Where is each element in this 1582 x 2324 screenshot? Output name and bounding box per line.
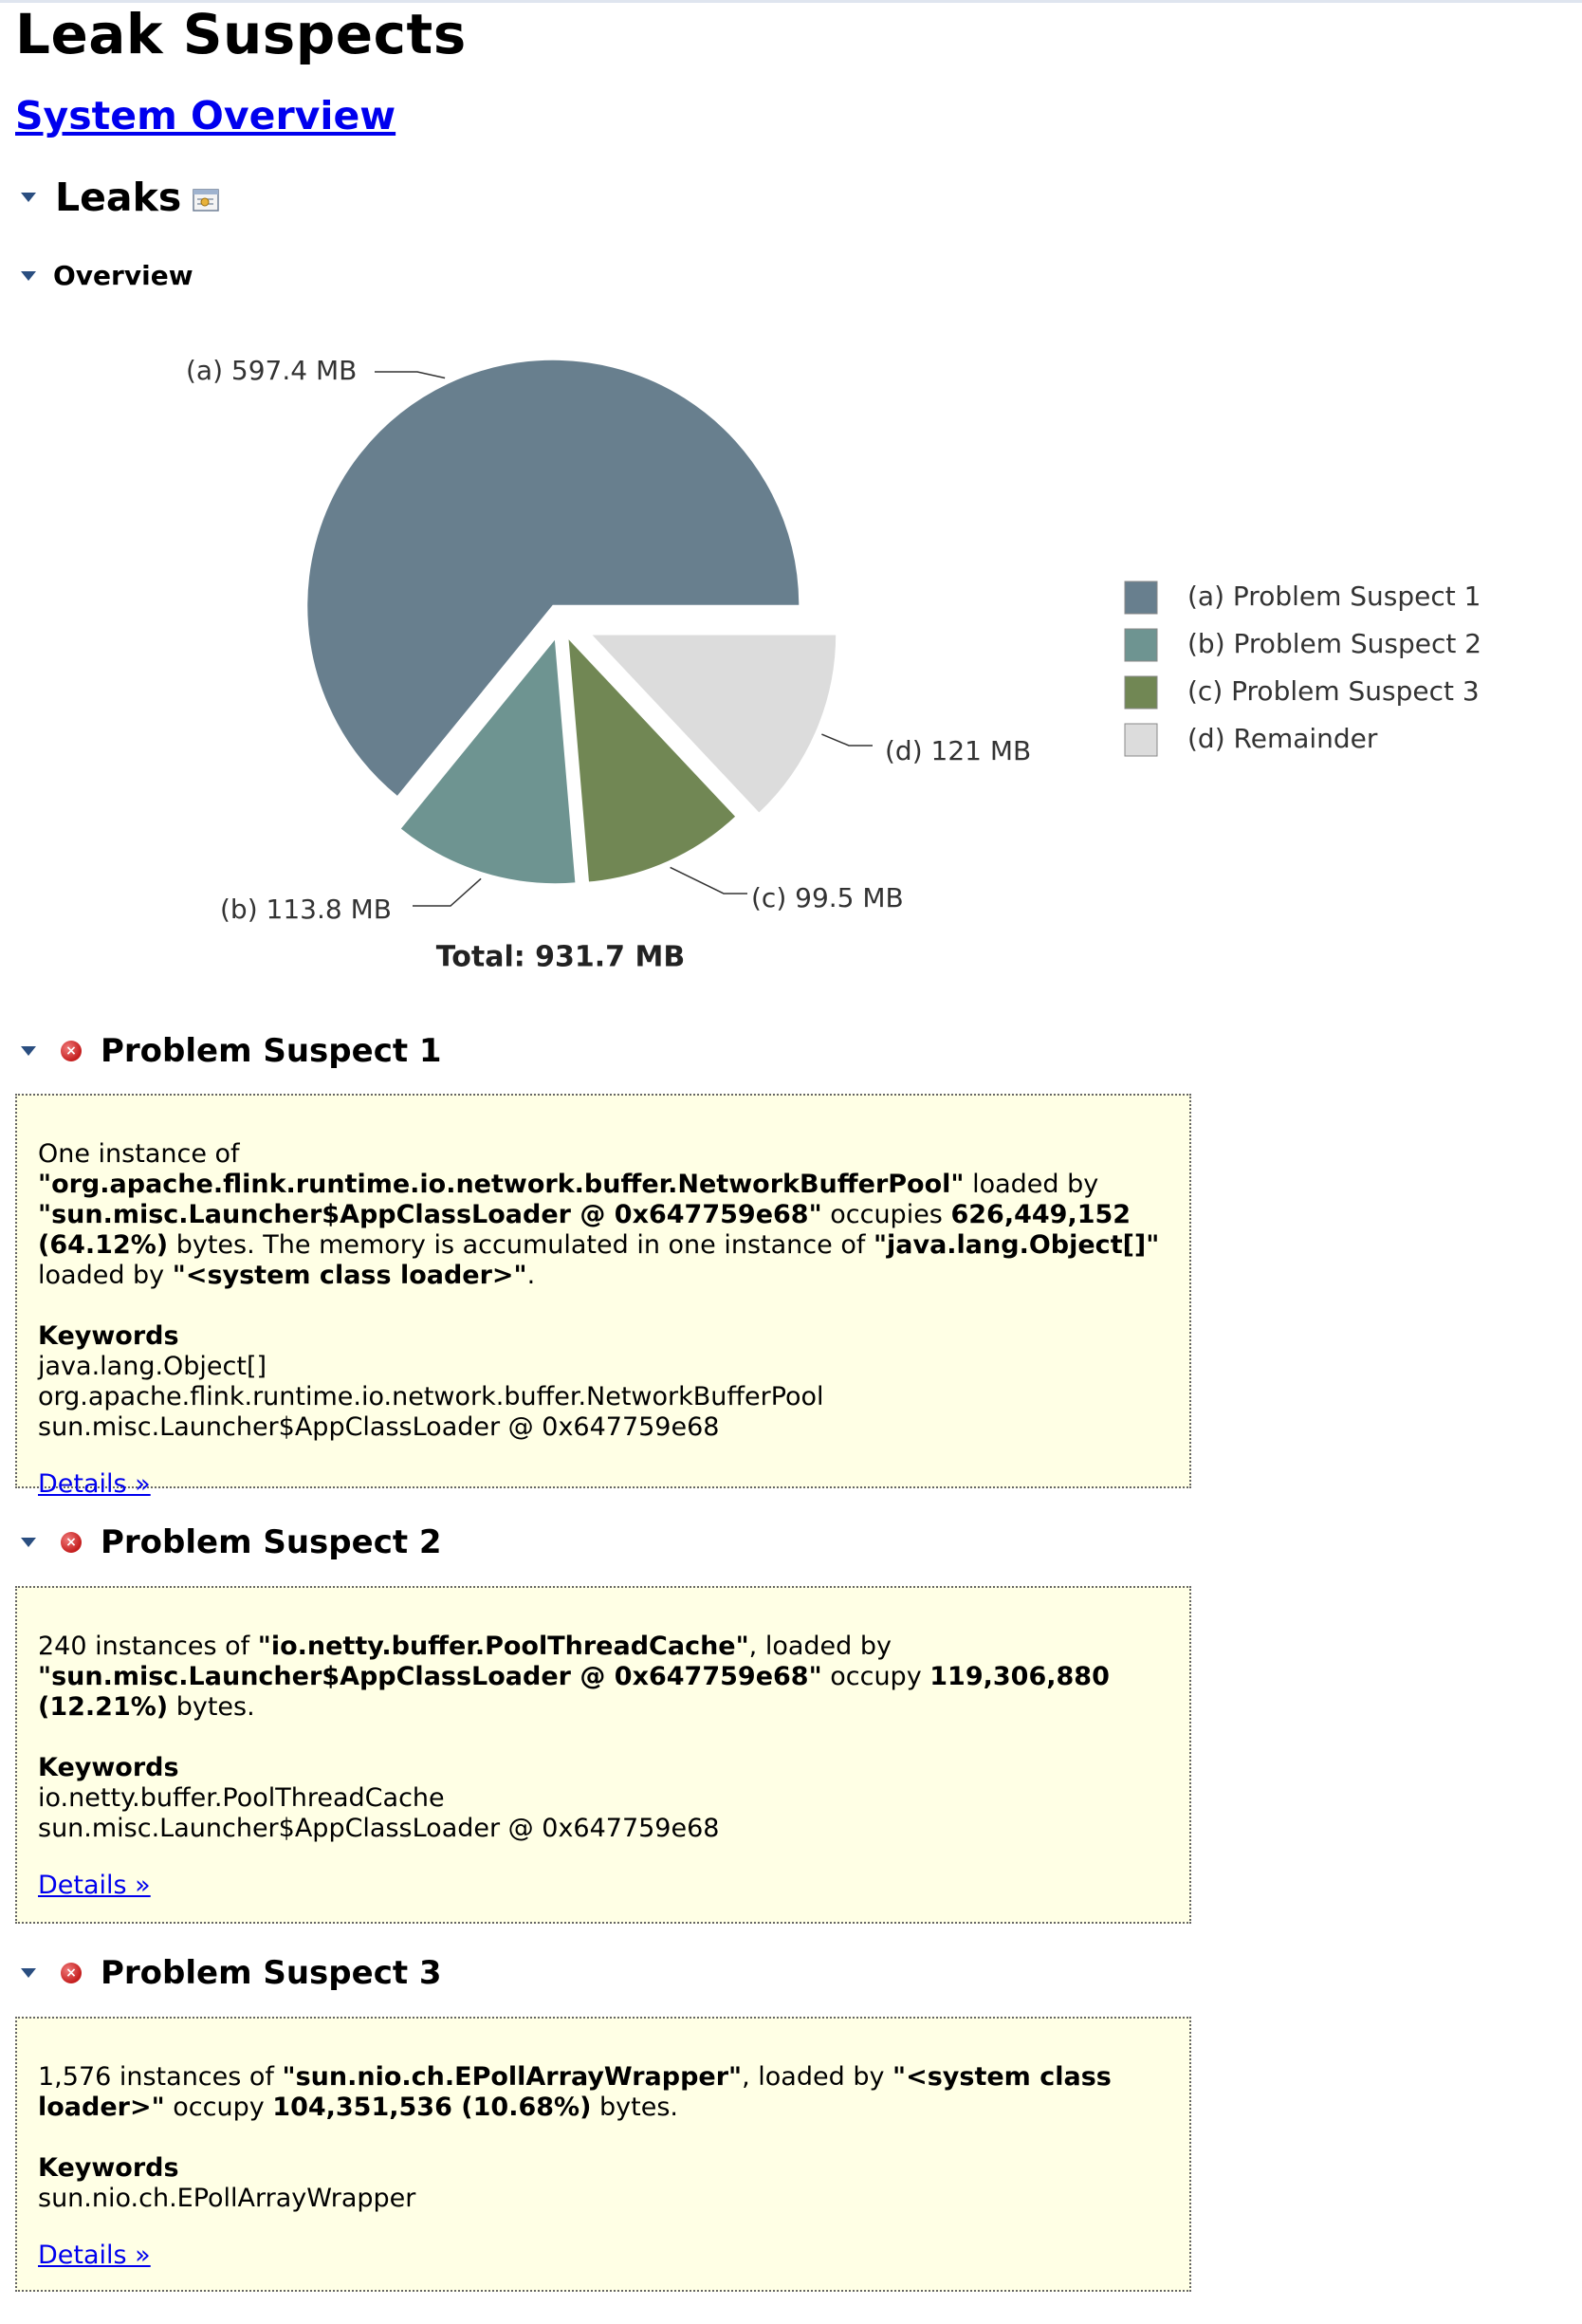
problem-suspect-heading: Problem Suspect 2 (101, 1523, 442, 1561)
suspect-description (38, 1632, 1168, 1723)
keyword-item: org.apache.flink.runtime.io.network.buffer.NetworkBufferPool (38, 1382, 824, 1411)
description-text: 240 instances of (38, 1632, 258, 1661)
description-emphasis: "org.apache.flink.runtime.io.network.buffer.NetworkBufferPool" (38, 1170, 965, 1199)
keyword-item: sun.misc.Launcher$AppClassLoader @ 0x647759e68 (38, 1412, 720, 1442)
problem-suspect-heading: Problem Suspect 3 (101, 1954, 442, 1992)
description-text: bytes. (591, 2093, 678, 2122)
legend-label-c: (c) Problem Suspect 3 (1187, 675, 1480, 707)
problem-suspect-header-1[interactable] (21, 1032, 442, 1070)
problem-suspect-box-2 (15, 1586, 1191, 1924)
pie-label-c: (c) 99.5 MB (751, 882, 904, 913)
collapse-triangle-icon[interactable] (21, 193, 36, 202)
pie-total-label: Total: 931.7 MB (435, 940, 686, 974)
details-link[interactable]: Details » (38, 2241, 151, 2270)
overview-section-header[interactable] (21, 260, 193, 291)
keyword-item: java.lang.Object[] (38, 1352, 267, 1381)
legend-swatch-c (1125, 676, 1157, 709)
leak-pie-chart (0, 313, 1582, 996)
keywords-title: Keywords (38, 1321, 179, 1351)
suspect-description (38, 2062, 1168, 2123)
description-emphasis: "<system class loader>" (38, 2062, 1112, 2122)
suspect-description (38, 1139, 1168, 1291)
page-title: Leak Suspects (15, 2, 467, 66)
legend-label-b: (b) Problem Suspect 2 (1187, 628, 1482, 659)
description-emphasis: "sun.misc.Launcher$AppClassLoader @ 0x647759e68" (38, 1662, 822, 1691)
collapse-triangle-icon[interactable] (21, 1046, 36, 1056)
legend-label-a: (a) Problem Suspect 1 (1187, 581, 1481, 612)
description-text: loaded by (964, 1170, 1099, 1199)
leaks-heading: Leaks (55, 175, 182, 220)
details-link[interactable]: Details » (38, 1871, 151, 1900)
details-link[interactable]: Details » (38, 1469, 151, 1499)
system-overview-link[interactable]: System Overview (15, 93, 396, 138)
keywords-title: Keywords (38, 2153, 179, 2183)
description-text: bytes. The memory is accumulated in one instance of (168, 1230, 874, 1260)
description-emphasis: "<system class loader>" (172, 1261, 527, 1290)
description-emphasis: "sun.misc.Launcher$AppClassLoader @ 0x647759e68" (38, 1200, 822, 1229)
pie-leader-line-a (375, 372, 445, 378)
description-text: . (526, 1261, 536, 1290)
description-emphasis: "sun.nio.ch.EPollArrayWrapper" (282, 2062, 743, 2092)
description-emphasis: 626,449,152 (64.12%) (38, 1200, 1131, 1260)
description-text: 1,576 instances of (38, 2062, 283, 2092)
collapse-triangle-icon[interactable] (21, 1538, 36, 1547)
keyword-item: sun.nio.ch.EPollArrayWrapper (38, 2184, 416, 2213)
description-emphasis: 119,306,880 (12.21%) (38, 1662, 1110, 1722)
description-text: loaded by (38, 1261, 173, 1290)
legend-label-d: (d) Remainder (1187, 723, 1378, 754)
problem-suspect-box-1 (15, 1094, 1191, 1499)
description-emphasis: "java.lang.Object[]" (873, 1230, 1160, 1260)
legend-swatch-b (1125, 629, 1157, 661)
description-text: One instance of (38, 1139, 240, 1169)
description-emphasis: 104,351,536 (10.68%) (272, 2093, 592, 2122)
pie-label-d: (d) 121 MB (885, 735, 1032, 766)
description-text: bytes. (168, 1692, 255, 1722)
problem-suspect-header-3[interactable] (21, 1954, 442, 1992)
pie-label-a: (a) 597.4 MB (186, 355, 358, 386)
error-icon: × (61, 1532, 82, 1553)
keywords-title: Keywords (38, 1753, 179, 1782)
collapse-triangle-icon[interactable] (21, 271, 36, 281)
problem-suspect-heading: Problem Suspect 1 (101, 1032, 442, 1070)
keyword-item: sun.misc.Launcher$AppClassLoader @ 0x647759e68 (38, 1814, 720, 1843)
problem-suspect-box-3 (15, 2017, 1191, 2292)
legend-swatch-a (1125, 581, 1157, 614)
error-icon: × (61, 1041, 82, 1061)
overview-heading: Overview (53, 260, 193, 291)
pie-leader-line-b (413, 878, 481, 906)
description-text: , loaded by (742, 2062, 893, 2092)
description-text: occupies (821, 1200, 951, 1229)
problem-suspect-header-2[interactable] (21, 1523, 442, 1561)
report-details-icon[interactable] (193, 188, 221, 212)
error-icon: × (61, 1963, 82, 1983)
legend-swatch-d (1125, 724, 1157, 756)
pie-leader-line-d (821, 734, 873, 746)
pie-leader-line-c (671, 867, 747, 894)
collapse-triangle-icon[interactable] (21, 1968, 36, 1978)
leaks-section-header[interactable] (21, 175, 221, 220)
description-text: occupy (164, 2093, 273, 2122)
keyword-item: io.netty.buffer.PoolThreadCache (38, 1783, 445, 1813)
description-emphasis: "io.netty.buffer.PoolThreadCache" (257, 1632, 749, 1661)
pie-label-b: (b) 113.8 MB (220, 894, 392, 925)
description-text: , loaded by (748, 1632, 892, 1661)
description-text: occupy (821, 1662, 930, 1691)
